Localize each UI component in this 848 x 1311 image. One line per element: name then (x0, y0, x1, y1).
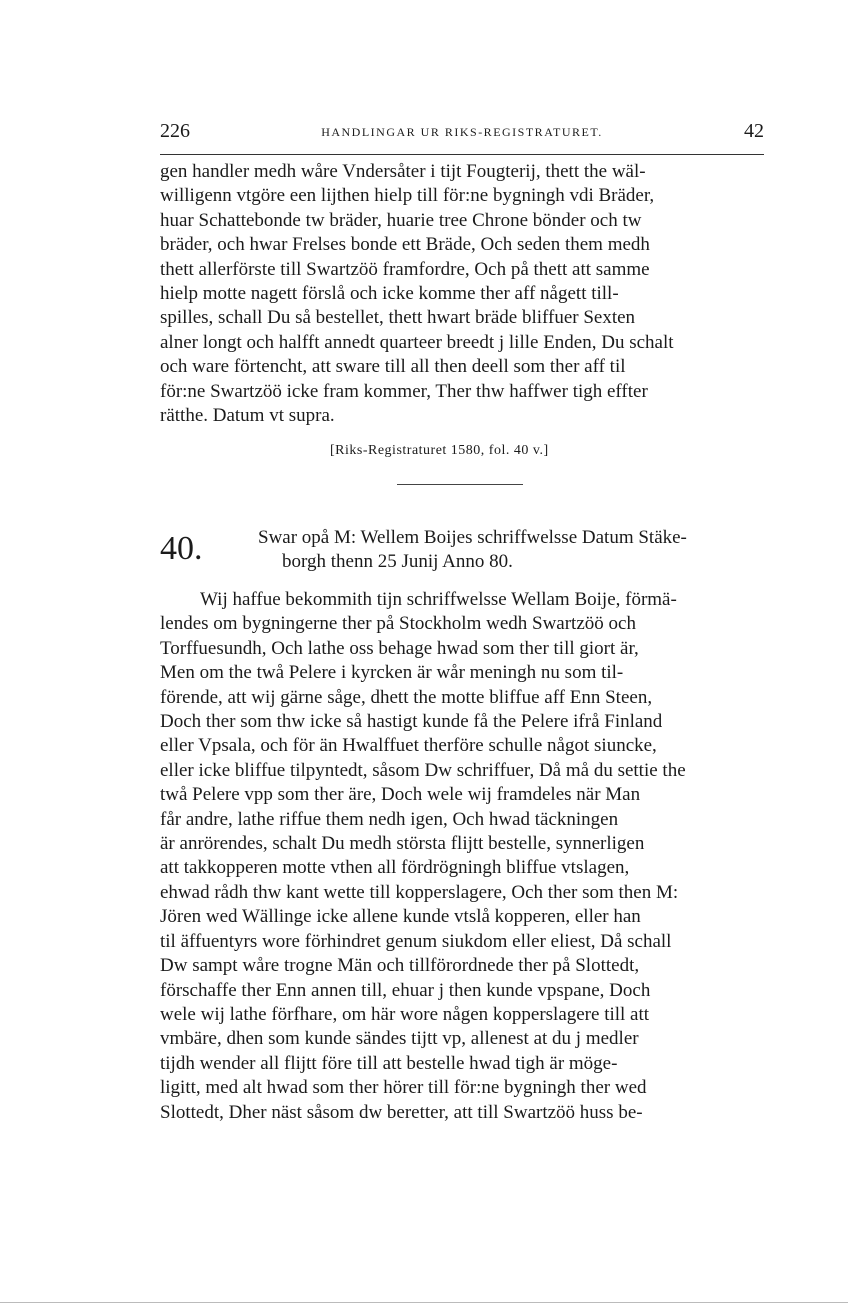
text-line: hielp motte nagett förslå och icke komme ther aff någett till- (160, 283, 619, 305)
text-line: til äffuentyrs wore förhindret genum siukdom eller eliest, Då schall (160, 930, 672, 952)
text-line: att takkopperen motte vthen all fördrögningh bliffue vtslagen, (160, 857, 630, 879)
text-line: är anrörendes, schalt Du medh största flijtt bestelle, synnerligen (160, 833, 645, 855)
text-line: spilles, schall Du så bestellet, thett hwart bräde bliffuer Sexten (160, 307, 636, 329)
entry-number: 40. (160, 530, 203, 567)
page-header (160, 120, 764, 150)
text-line: willigenn vtgöre een lijthen hielp till för:ne bygningh vdi Bräder, (160, 185, 655, 207)
text-line: alner longt och halfft annedt quarteer breedt j lille Enden, Du schalt (160, 331, 674, 353)
text-line: twå Pelere vpp som ther äre, Doch wele wij framdeles när Man (160, 784, 641, 806)
text-line: gen handler medh wåre Vndersåter i tijt Fougterij, thett the wäl- (160, 161, 646, 182)
text-line: huar Schattebonde tw bräder, huarie tree Chrone bönder och tw (160, 209, 642, 231)
text-line: thett allerförste till Swartzöö framfordre, Och på thett att samme (160, 258, 650, 280)
section-divider (397, 484, 523, 485)
entry-title-line: borgh thenn 25 Junij Anno 80. (282, 551, 513, 572)
entry-title-line: Swar opå M: Wellem Boijes schriffwelsse Datum Stäke- (258, 527, 687, 548)
header-rule (160, 154, 764, 155)
text-line: och ware förtencht, att sware till all then deell som ther aff til (160, 356, 626, 378)
entry-title (258, 526, 687, 574)
citation: [Riks-Registraturet 1580, fol. 40 v.] (330, 443, 549, 458)
text-line: Jören wed Wällinge icke allene kunde vtslå kopperen, eller han (160, 906, 641, 928)
text-line: lendes om bygningerne ther på Stockholm wedh Swartzöö och (160, 613, 636, 635)
text-line: ehwad rådh thw kant wette till kopperslagere, Och ther som then M: (160, 881, 679, 903)
text-line: för:ne Swartzöö icke fram kommer, Ther thw haffwer tigh effter (160, 380, 648, 402)
page-edge-line (0, 1302, 848, 1303)
text-line: eller Vpsala, och för än Hwalffuet therföre schulle något siuncke, (160, 735, 657, 757)
text-line: rätthe. Datum vt supra. (160, 405, 335, 427)
text-line: bräder, och hwar Frelses bonde ett Bräde, Och seden them medh (160, 234, 650, 256)
page-number: 226 (160, 120, 190, 142)
text-line: Dw sampt wåre trogne Män och tillförordnede ther på Slottedt, (160, 955, 640, 977)
section-number: 42 (744, 120, 764, 142)
text-line: Wij haffue bekommith tijn schriffwelsse Wellam Boije, förmä- (200, 589, 677, 610)
entry-body-text (160, 588, 764, 1125)
text-line: vmbäre, dhen som kunde sändes tijtt vp, allenest at du j medler (160, 1028, 639, 1050)
text-line: Slottedt, Dher näst såsom dw beretter, att till Swartzöö huss be- (160, 1101, 643, 1123)
continuation-text (160, 160, 764, 428)
text-line: ligitt, med alt hwad som ther hörer till för:ne bygningh ther wed (160, 1077, 647, 1099)
running-head: HANDLINGAR UR RIKS-REGISTRATURET. (321, 125, 603, 139)
text-line: wele wij lathe förfhare, om här wore någen kopperslagere till att (160, 1003, 650, 1025)
text-line: förende, att wij gärne såge, dhett the motte bliffue aff Enn Steen, (160, 686, 653, 708)
text-line: förschaffe ther Enn annen till, ehuar j then kunde vpspane, Doch (160, 979, 651, 1001)
text-line: tijdh wender all flijtt före till att bestelle hwad tigh är möge- (160, 1052, 618, 1074)
text-line: Men om the twå Pelere i kyrcken är wår meningh nu som til- (160, 662, 624, 684)
text-line: får andre, lathe riffue them nedh igen, Och hwad täckningen (160, 808, 619, 830)
text-line: Doch ther som thw icke så hastigt kunde få the Pelere ifrå Finland (160, 711, 663, 733)
text-line: eller icke bliffue tilpyntedt, såsom Dw schriffuer, Då må du settie the (160, 759, 686, 781)
text-line: Torffuesundh, Och lathe oss behage hwad som ther till giort är, (160, 637, 639, 659)
